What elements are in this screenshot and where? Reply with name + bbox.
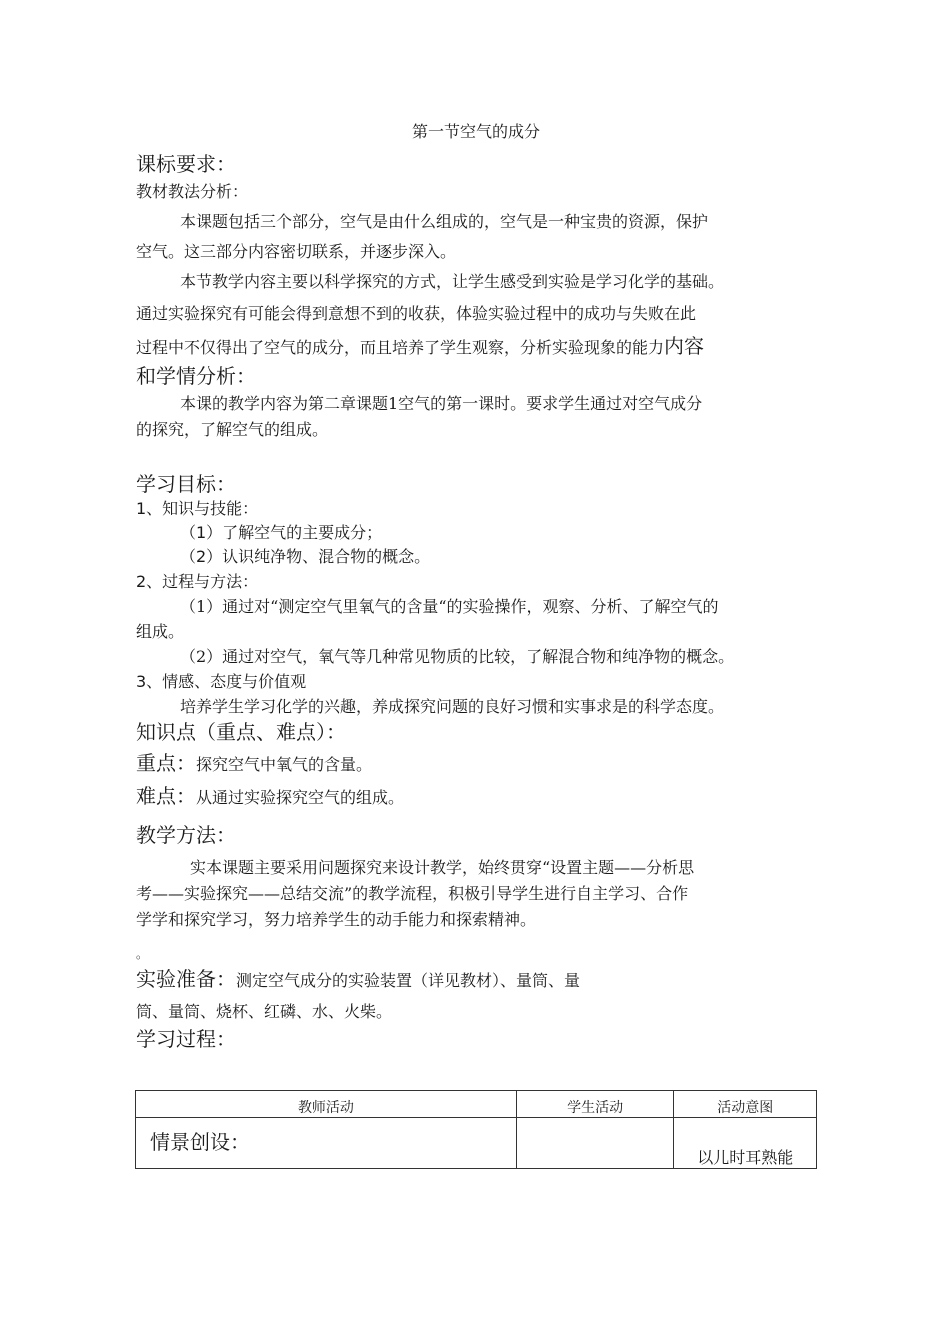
para1-line1: 本课题包括三个部分，空气是由什么组成的，空气是一种宝贵的资源，保护 <box>180 212 709 231</box>
para3-line2: 的探究，了解空气的组成。 <box>136 420 329 439</box>
knowledge-heading: 知识点（重点、难点）： <box>136 720 346 744</box>
header-student: 学生活动 <box>516 1091 674 1118</box>
difficult-point <box>136 785 404 809</box>
stray-mark: 。 <box>136 947 149 961</box>
goal1-item2: （2）认识纯净物、混合物的概念。 <box>180 547 431 566</box>
method-heading: 教学方法： <box>136 823 236 847</box>
header-intent: 活动意图 <box>674 1091 817 1118</box>
para2-line3-text: 过程中不仅得出了空气的成分，而且培养了学生观察，分析实验现象的能力 <box>136 338 665 357</box>
goal3-label: 3、情感、态度与价值观 <box>136 672 307 691</box>
prep-line2: 筒、量筒、烧杯、红磷、水、火柴。 <box>136 1002 393 1021</box>
key-text: 探究空气中氧气的含量。 <box>196 755 373 774</box>
goal2-item1: （1）通过对“测定空气里氧气的含量“的实验操作，观察、分析、了解空气的 <box>180 597 719 616</box>
cell-teacher-activity: 情景创设： <box>136 1118 517 1169</box>
cell-student-activity <box>516 1118 674 1169</box>
para1-line2: 空气。这三部分内容密切联系，并逐步深入。 <box>136 242 457 261</box>
method-line3: 学学和探究学习，努力培养学生的动手能力和探索精神。 <box>136 910 537 929</box>
prep-label: 实验准备： <box>136 967 236 991</box>
goal2-item2: （2）通过对空气，氧气等几种常见物质的比较，了解混合物和纯净物的概念。 <box>180 647 735 666</box>
goal2-item1-cont: 组成。 <box>136 622 185 641</box>
para2-line1: 本节教学内容主要以科学探究的方式，让学生感受到实验是学习化学的基础。 <box>180 272 725 291</box>
process-table <box>135 1090 817 1169</box>
prep-line1 <box>136 968 580 992</box>
page-title: 第一节空气的成分 <box>411 122 540 141</box>
difficult-label: 难点： <box>136 784 196 808</box>
table-row <box>136 1118 817 1169</box>
para3-line1: 本课的教学内容为第二章课题1空气的第一课时。要求学生通过对空气成分 <box>180 394 703 413</box>
key-point <box>136 752 372 776</box>
goal1-label: 1、知识与技能： <box>136 499 259 518</box>
header-teacher: 教师活动 <box>136 1091 517 1118</box>
analysis-heading: 教材教法分析： <box>136 182 249 201</box>
process-heading: 学习过程： <box>136 1027 236 1051</box>
method-line1: 实本课题主要采用问题探究来设计教学，始终贯穿“设置主题——分析思 <box>190 858 695 877</box>
goal3-text: 培养学生学习化学的兴趣，养成探究问题的良好习惯和实事求是的科学态度。 <box>180 697 725 716</box>
goal2-label: 2、过程与方法： <box>136 572 259 591</box>
goal1-item1: （1）了解空气的主要成分； <box>180 523 383 542</box>
cell-intent: 以儿时耳熟能 <box>674 1118 817 1169</box>
difficult-text: 从通过实验探究空气的组成。 <box>196 788 405 807</box>
method-line2: 考——实验探究——总结交流”的教学流程，积极引导学生进行自主学习、合作 <box>136 884 689 903</box>
table-header-row <box>136 1091 817 1118</box>
kebiao-heading: 课标要求： <box>136 152 236 176</box>
para2-line3 <box>136 335 704 359</box>
para2-line2: 通过实验探究有可能会得到意想不到的收获，体验实验过程中的成功与失败在此 <box>136 304 697 323</box>
student-heading: 和学情分析： <box>136 364 256 388</box>
goals-heading: 学习目标： <box>136 472 236 496</box>
prep-text1: 测定空气成分的实验装置（详见教材）、量筒、量 <box>236 971 581 990</box>
para2-line3-tail: 内容 <box>664 334 705 358</box>
key-label: 重点： <box>136 751 196 775</box>
